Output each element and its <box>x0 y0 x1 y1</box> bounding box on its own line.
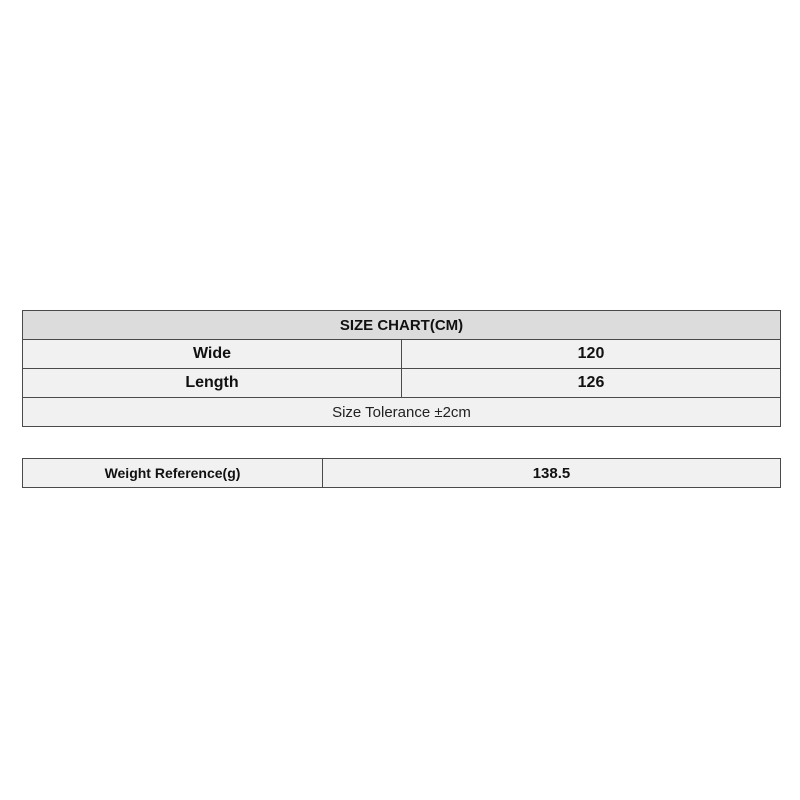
wide-value: 120 <box>402 340 781 369</box>
size-chart-header-row <box>23 311 781 340</box>
size-chart-table <box>22 310 781 427</box>
size-tolerance-note: Size Tolerance ±2cm <box>23 398 781 427</box>
weight-reference-table <box>22 458 781 488</box>
weight-reference-label: Weight Reference(g) <box>23 459 323 488</box>
length-value: 126 <box>402 369 781 398</box>
table-row <box>23 340 781 369</box>
wide-label: Wide <box>23 340 402 369</box>
tolerance-row <box>23 398 781 427</box>
size-chart-title: SIZE CHART(CM) <box>23 311 781 340</box>
table-row <box>23 369 781 398</box>
table-row <box>23 459 781 488</box>
length-label: Length <box>23 369 402 398</box>
weight-reference-value: 138.5 <box>323 459 781 488</box>
